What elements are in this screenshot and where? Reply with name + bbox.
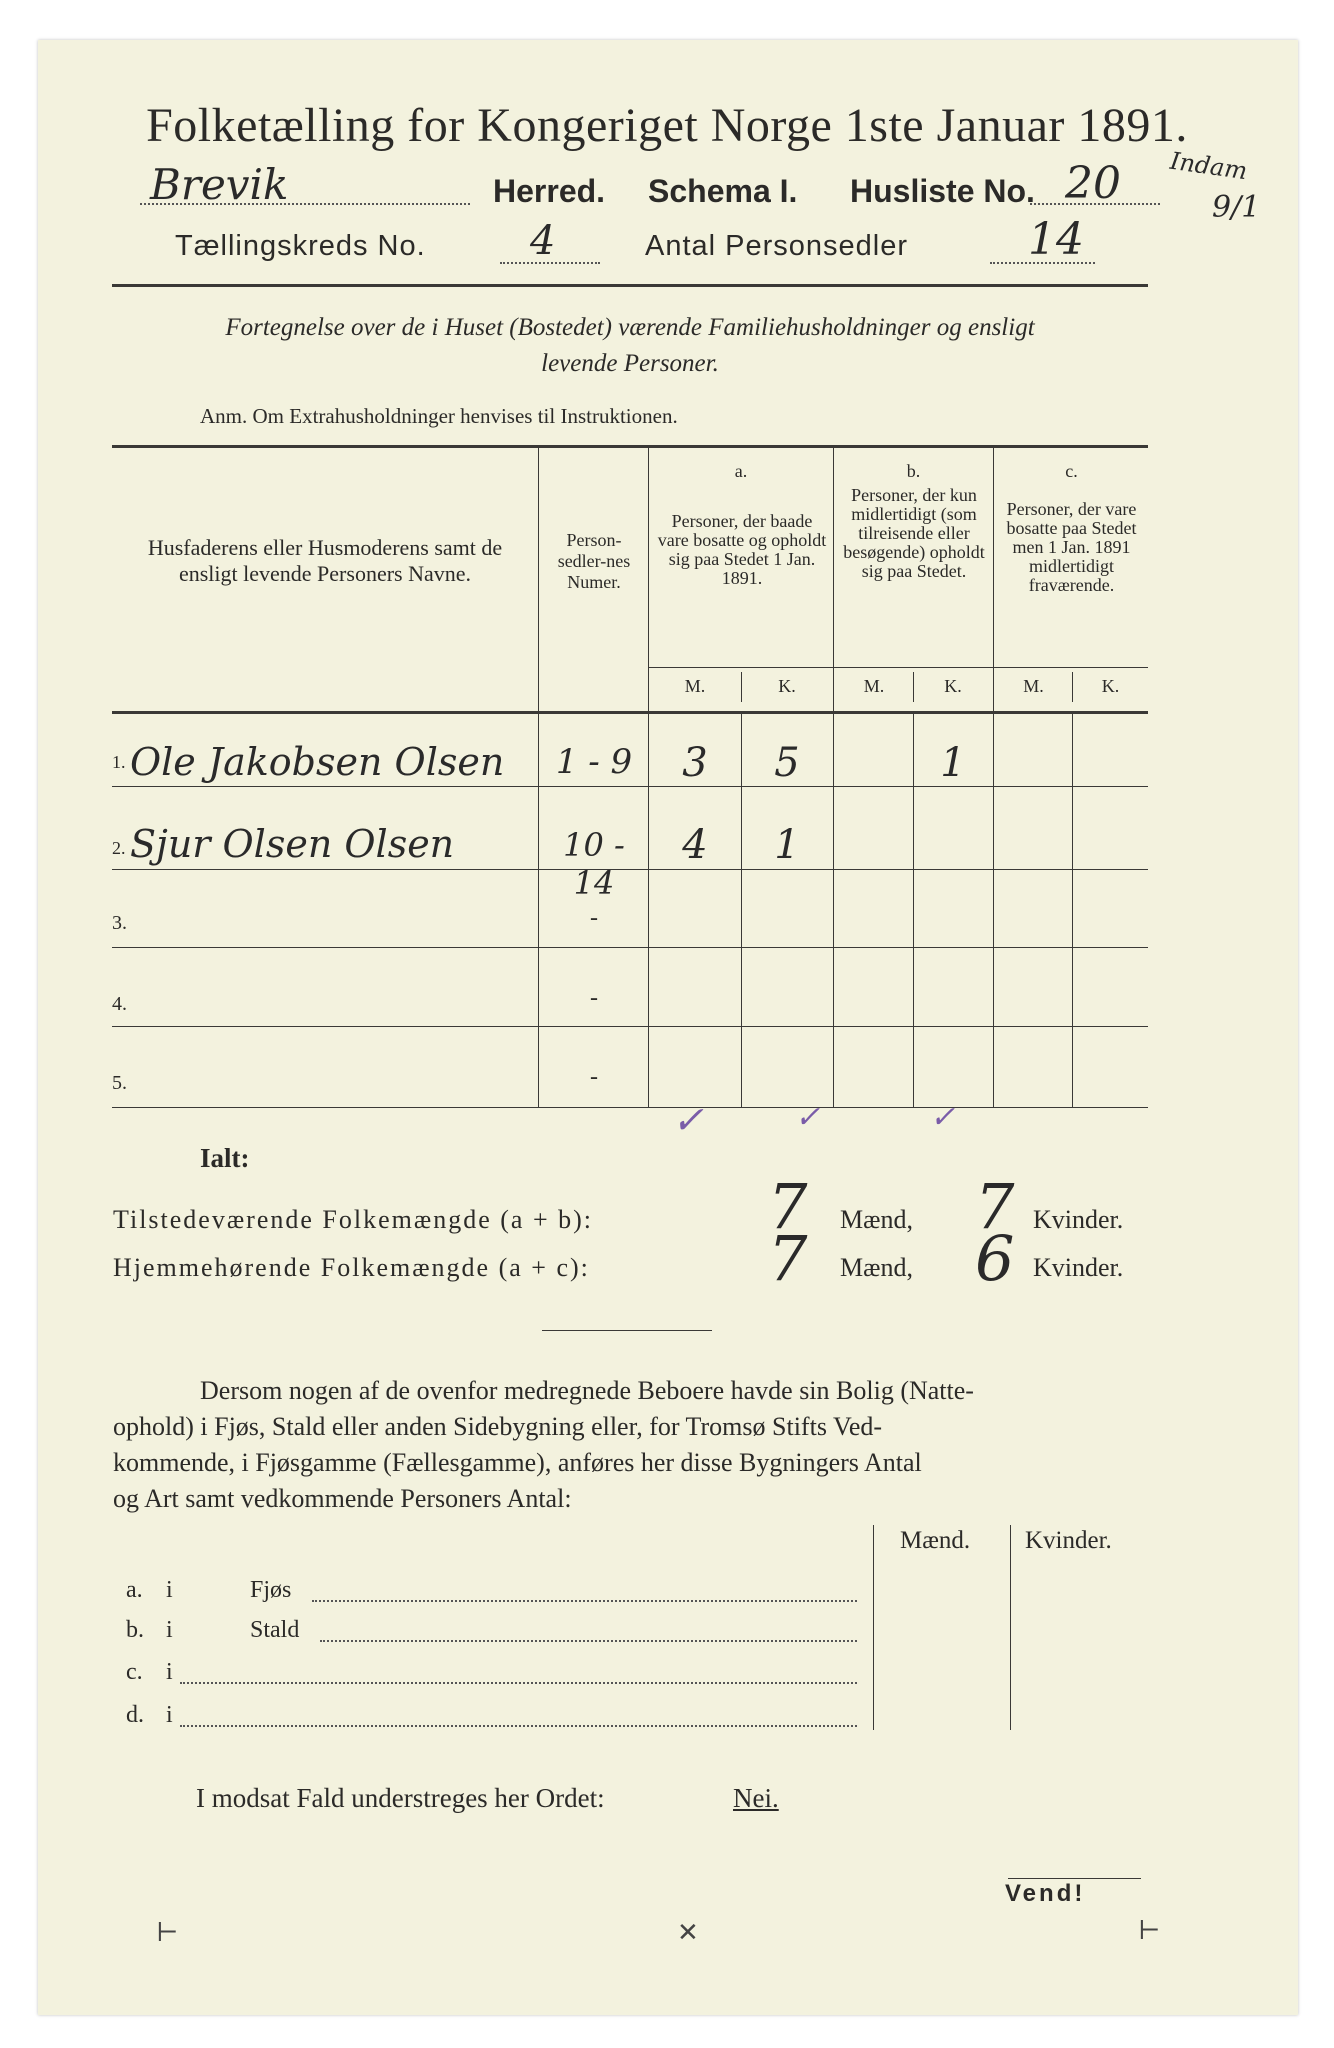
- item-c-prep: i: [166, 1659, 173, 1685]
- header-c-m: M.: [1023, 676, 1044, 696]
- intro-line-1: Fortegnelse over de i Huset (Bostedet) værende Familiehusholdninger og ensligt: [225, 314, 1035, 341]
- husliste-label: Husliste No.: [850, 173, 1035, 209]
- check-mark-icon: ✓: [672, 1098, 704, 1142]
- table-bottom-rule: [112, 1107, 1148, 1108]
- row-1-numer: 1 - 9: [555, 742, 633, 782]
- row-2-a-m: 4: [682, 822, 708, 868]
- header-b-m: M.: [863, 676, 885, 696]
- buildings-maend-header: Mænd.: [900, 1527, 971, 1554]
- buildings-para-3: kommende, i Fjøsgamme (Fællesgamme), anføres her disse Bygningers Antal: [113, 1448, 922, 1477]
- row-5-numer: -: [590, 1064, 598, 1090]
- check-mark-icon: ✓: [795, 1100, 821, 1135]
- mk-header-rule: [648, 667, 1148, 668]
- section-divider: [542, 1330, 712, 1331]
- row-rule-4: [112, 1026, 1148, 1027]
- tilstede-label: Tilstedeværende Folkemængde (a + b):: [113, 1205, 593, 1234]
- row-1-a-m: 3: [682, 740, 708, 786]
- item-d-prep: i: [166, 1702, 173, 1728]
- buildings-kvinder-header: Kvinder.: [1025, 1527, 1112, 1554]
- tilstede-kvinder-label: Kvinder.: [1033, 1205, 1124, 1234]
- header-c-letter: c.: [1065, 461, 1078, 481]
- buildings-para-4: og Art samt vedkommende Personers Antal:: [113, 1484, 572, 1513]
- personsedler-value: 14: [1028, 214, 1084, 265]
- row-4-num: 4.: [112, 993, 127, 1015]
- buildings-col-divider-1: [873, 1525, 874, 1730]
- col-divider-a: [833, 447, 834, 1107]
- item-b-prep: i: [166, 1617, 173, 1643]
- header-divider: [112, 284, 1148, 287]
- row-2-a-k: 1: [774, 822, 800, 868]
- row-3-num: 3.: [112, 912, 127, 934]
- item-b-dotline: [320, 1640, 857, 1642]
- header-numer: Person-sedler-nes Numer.: [557, 530, 631, 592]
- margin-note-1: Indam: [1168, 146, 1249, 186]
- item-a-dotline: [312, 1600, 857, 1602]
- row-2-numer: 10 - 14: [563, 826, 625, 902]
- buildings-col-divider-2: [1010, 1525, 1011, 1730]
- row-3-numer: -: [590, 905, 598, 931]
- anm-note: Anm. Om Extrahusholdninger henvises til Instruktionen.: [200, 404, 678, 428]
- item-c-letter: c.: [126, 1659, 143, 1685]
- row-1-b-k: 1: [940, 740, 966, 786]
- check-mark-icon: ✓: [930, 1100, 956, 1135]
- mk-divider-c: [1072, 712, 1073, 1107]
- personsedler-label: Antal Personsedler: [645, 230, 909, 262]
- buildings-para-1: Dersom nogen af de ovenfor medregnede Beboere havde sin Bolig (Natte-: [200, 1376, 974, 1405]
- hjemme-kvinder: 6: [975, 1222, 1015, 1295]
- pencil-mark: ⊢: [1138, 1916, 1161, 1945]
- row-rule-1: [112, 786, 1148, 787]
- hjemme-maend: 7: [768, 1222, 808, 1295]
- col-divider-b: [993, 447, 994, 1107]
- hjemme-label: Hjemmehørende Folkemængde (a + c):: [113, 1253, 590, 1282]
- hjemme-maend-label: Mænd,: [840, 1253, 913, 1282]
- row-2-num: 2.: [112, 838, 126, 858]
- row-1-a-k: 5: [774, 740, 800, 786]
- header-a-m: M.: [684, 676, 706, 696]
- hjemme-kvinder-label: Kvinder.: [1033, 1253, 1124, 1282]
- intro-line-2: levende Personer.: [541, 350, 719, 377]
- row-5-num: 5.: [112, 1072, 127, 1094]
- pencil-mark: ⊢: [156, 1918, 179, 1947]
- tilstede-maend: 7: [768, 1170, 808, 1243]
- pencil-mark: ✕: [677, 1918, 699, 1947]
- husliste-value: 20: [1065, 158, 1121, 209]
- form-title: Folketælling for Kongeriget Norge 1ste Januar 1891.: [146, 99, 1188, 152]
- header-a-k: K.: [778, 676, 796, 696]
- header-c: Personer, der vare bosatte paa Stedet men 1 Jan. 1891 midlertidigt fraværende.: [1006, 499, 1137, 595]
- item-b-letter: b.: [126, 1617, 144, 1643]
- herred-label: Herred.: [493, 173, 606, 209]
- modsat-text: I modsat Fald understreges her Ordet:: [196, 1783, 605, 1813]
- header-b: Personer, der kun midlertidigt (som tilreisende eller besøgende) opholdt sig paa Stedet.: [843, 485, 985, 581]
- item-d-dotline: [180, 1725, 857, 1727]
- row-4-numer: -: [590, 985, 598, 1011]
- item-c-dotline: [180, 1682, 857, 1684]
- row-rule-3: [112, 947, 1148, 948]
- header-c-k: K.: [1101, 676, 1120, 696]
- buildings-para-2: ophold) i Fjøs, Stald eller anden Sidebygning eller, for Tromsø Stifts Ved-: [113, 1412, 883, 1441]
- taellingskreds-value: 4: [530, 218, 556, 264]
- item-d-letter: d.: [126, 1702, 144, 1728]
- schema-label: Schema I.: [648, 173, 798, 209]
- ialt-label: Ialt:: [200, 1143, 250, 1173]
- nei-word: Nei.: [733, 1783, 779, 1813]
- header-b-k: K.: [944, 676, 962, 696]
- tilstede-kvinder: 7: [975, 1170, 1015, 1243]
- row-2-name: Sjur Olsen Olsen: [130, 822, 455, 866]
- item-a-letter: a.: [126, 1577, 143, 1603]
- item-b-label: Stald: [250, 1617, 300, 1643]
- row-1-name: Ole Jakobsen Olsen: [130, 740, 505, 784]
- herred-value: Brevik: [150, 160, 289, 209]
- item-a-label: Fjøs: [250, 1577, 292, 1603]
- header-a: Personer, der baade vare bosatte og opholdt sig paa Stedet 1 Jan. 1891.: [657, 511, 827, 588]
- header-names: Husfaderens eller Husmoderens samt de ensligt levende Personers Navne.: [147, 535, 503, 586]
- item-a-prep: i: [166, 1577, 173, 1603]
- row-1-num: 1.: [112, 752, 126, 772]
- header-a-letter: a.: [734, 461, 748, 481]
- taellingskreds-label: Tællingskreds No.: [175, 230, 426, 262]
- col-divider-numer: [648, 447, 649, 1107]
- header-b-letter: b.: [906, 461, 921, 481]
- vend-label: Vend!: [1005, 1880, 1086, 1907]
- vend-rule: [1008, 1878, 1141, 1879]
- margin-note-2: 9/1: [1212, 190, 1261, 225]
- tilstede-maend-label: Mænd,: [840, 1205, 913, 1234]
